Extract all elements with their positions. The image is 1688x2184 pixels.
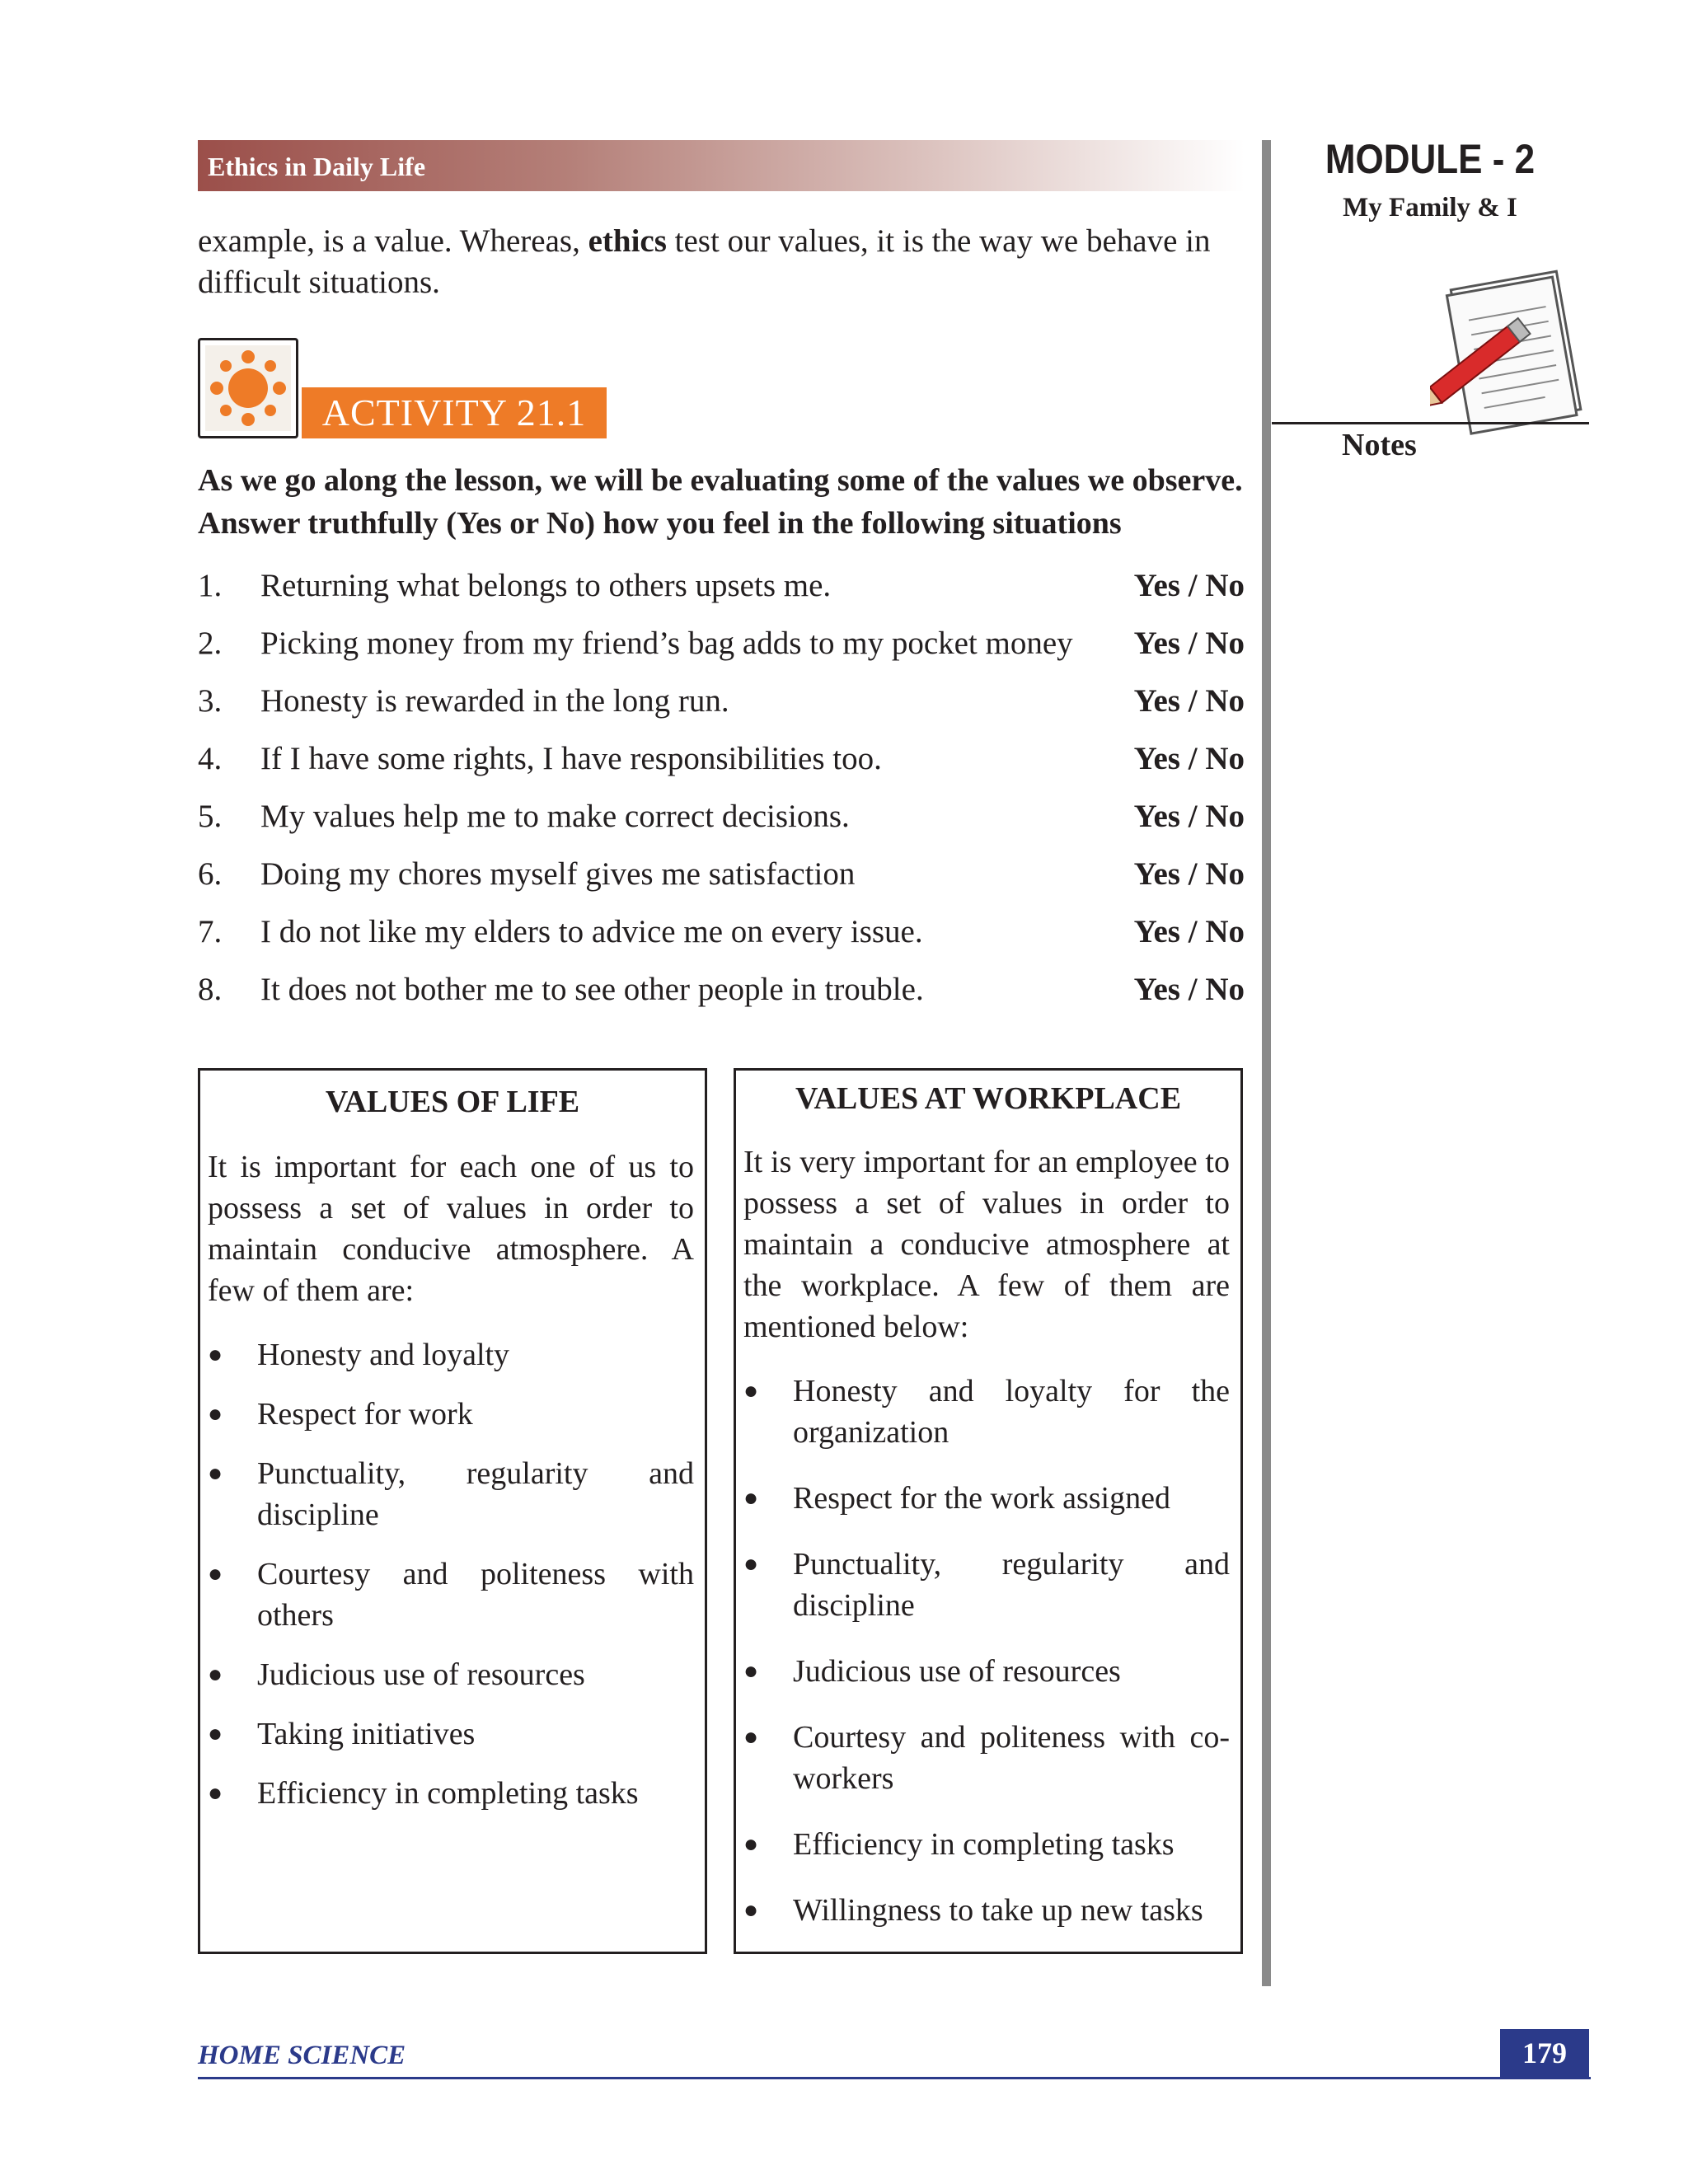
bullet-icon: ● <box>208 1720 223 1747</box>
question-text: If I have some rights, I have responsibilities too. <box>260 741 882 776</box>
question-answer: Yes / No <box>1133 972 1245 1007</box>
list-item-text: Courtesy and politeness with co-workers <box>793 1720 1230 1796</box>
section-title: Ethics in Daily Life <box>208 152 426 181</box>
question-number: 7. <box>198 914 223 949</box>
activity-instructions <box>198 459 1245 545</box>
list-item-text: Taking initiatives <box>257 1717 476 1751</box>
list-item-text: Courtesy and politeness with others <box>257 1557 694 1633</box>
question-text: Picking money from my friend’s bag adds to my pocket money <box>260 626 1073 661</box>
question-number: 5. <box>198 799 223 834</box>
intro-line-2: difficult situations. <box>198 265 440 300</box>
bullet-icon: ● <box>743 1550 759 1577</box>
question-number: 2. <box>198 626 223 661</box>
activity-icon-frame <box>198 338 298 438</box>
values-of-life-box <box>198 1068 707 1954</box>
list-item-text: Respect for the work assigned <box>793 1481 1170 1516</box>
sun-icon <box>205 345 291 431</box>
bullet-icon: ● <box>743 1657 759 1685</box>
bullet-icon: ● <box>743 1484 759 1511</box>
intro-line-1 <box>198 221 1245 262</box>
footer-rule <box>198 2077 1591 2079</box>
instruction-line-2: Answer truthfully (Yes or No) how you feel in the following situations <box>198 506 1122 541</box>
question-answer: Yes / No <box>1133 683 1245 719</box>
intro-text-b: test our values, it is the way we behave in <box>666 223 1211 259</box>
question-text: It does not bother me to see other people in trouble. <box>260 972 924 1007</box>
intro-bold-ethics: ethics <box>588 223 667 259</box>
question-number: 3. <box>198 683 223 719</box>
question-text: Returning what belongs to others upsets me. <box>260 568 832 603</box>
list-item-text: Honesty and loyalty for the organization <box>793 1374 1230 1450</box>
question-row <box>198 567 1245 608</box>
bullet-icon: ● <box>208 1661 223 1688</box>
question-text: I do not like my elders to advice me on every issue. <box>260 914 923 949</box>
notepad-pencil-icon <box>1430 264 1591 441</box>
question-row <box>198 682 1245 724</box>
question-number: 4. <box>198 741 223 776</box>
question-answer: Yes / No <box>1133 856 1245 892</box>
bullet-icon: ● <box>743 1723 759 1750</box>
question-row <box>198 913 1245 954</box>
list-item-text: Respect for work <box>257 1397 473 1432</box>
list-item-text: Judicious use of resources <box>257 1657 585 1692</box>
intro-paragraph <box>198 221 1245 303</box>
list-item-text: Willingness to take up new tasks <box>793 1893 1203 1928</box>
question-answer: Yes / No <box>1133 626 1245 661</box>
bullet-icon: ● <box>208 1560 223 1587</box>
activity-icon-background <box>205 345 291 431</box>
bullet-icon: ● <box>208 1460 223 1487</box>
question-text: Doing my chores myself gives me satisfaction <box>260 856 856 892</box>
list-item-text: Judicious use of resources <box>793 1654 1121 1689</box>
bullet-icon: ● <box>208 1341 223 1368</box>
footer-subject: HOME SCIENCE <box>198 2041 406 2070</box>
question-row <box>198 798 1245 839</box>
bullet-icon: ● <box>743 1896 759 1924</box>
values-at-workplace-title: VALUES AT WORKPLACE <box>795 1081 1182 1116</box>
question-answer: Yes / No <box>1133 741 1245 776</box>
list-item-text: Efficiency in completing tasks <box>793 1827 1175 1862</box>
list-item-text: Efficiency in completing tasks <box>257 1776 639 1811</box>
module-title: MODULE - 2 <box>1325 136 1536 182</box>
question-row <box>198 971 1245 1012</box>
list-item-text: Punctuality, regularity and discipline <box>257 1456 694 1532</box>
question-number: 6. <box>198 856 223 892</box>
list-item-text: Punctuality, regularity and discipline <box>793 1547 1230 1623</box>
question-answer: Yes / No <box>1133 799 1245 834</box>
page-number: 179 <box>1500 2029 1589 2077</box>
question-row <box>198 625 1245 666</box>
values-at-workplace-intro: It is very important for an employee to possess a set of values in order to maintain a conducive atmosphere at the workplace. A few of them are mentioned below: <box>743 1145 1230 1344</box>
values-at-workplace-box <box>734 1068 1243 1954</box>
bullet-icon: ● <box>743 1377 759 1404</box>
activity-label: ACTIVITY 21.1 <box>302 387 607 438</box>
question-answer: Yes / No <box>1133 568 1245 603</box>
module-subtitle: My Family & I <box>1343 193 1517 223</box>
notes-label: Notes <box>1342 428 1417 462</box>
question-answer: Yes / No <box>1133 914 1245 949</box>
question-row <box>198 855 1245 897</box>
intro-text-a: example, is a value. Whereas, <box>198 223 588 259</box>
bullet-icon: ● <box>743 1830 759 1858</box>
values-of-life-intro: It is important for each one of us to possess a set of values in order to maintain conducive atmosphere. A few of them are: <box>208 1150 694 1308</box>
question-text: My values help me to make correct decisions. <box>260 799 850 834</box>
question-text: Honesty is rewarded in the long run. <box>260 683 729 719</box>
values-of-life-title: VALUES OF LIFE <box>325 1085 580 1119</box>
instruction-line-1: As we go along the lesson, we will be evaluating some of the values we observe. <box>198 463 1243 498</box>
question-number: 1. <box>198 568 223 603</box>
question-number: 8. <box>198 972 223 1007</box>
section-header-band <box>198 140 1245 191</box>
bullet-icon: ● <box>208 1779 223 1807</box>
question-row <box>198 740 1245 781</box>
margin-divider <box>1262 140 1271 1986</box>
bullet-icon: ● <box>208 1400 223 1427</box>
list-item-text: Honesty and loyalty <box>257 1338 510 1372</box>
notes-rule <box>1272 422 1589 424</box>
